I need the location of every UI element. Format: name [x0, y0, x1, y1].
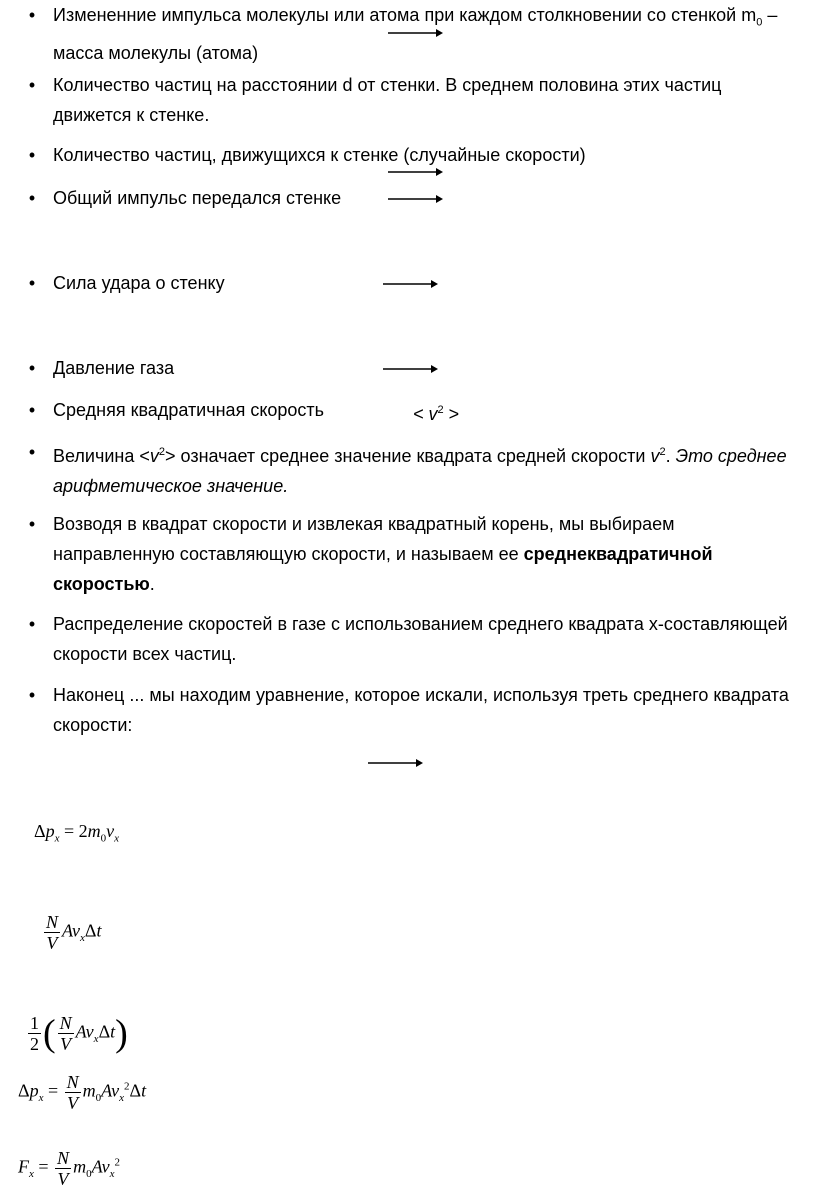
vector-arrow-icon: [368, 757, 424, 769]
item-text: масса молекулы (атома): [53, 42, 259, 63]
list-item: • Величина $<v^2>$ означает среднее значение квадрата средней скорости $v^2$. Это среднее арифметическое значение.: [53, 437, 815, 501]
item-text: Наконец ... мы находим уравнение, которое искали, используя треть среднего квадрата: [53, 685, 789, 705]
bullet-dot: •: [28, 442, 36, 462]
list-item: [28, 395, 815, 425]
formula-momentum-change: $\Delta p_x = 2m_0v_x$: [34, 821, 120, 845]
fraction: $\frac{N}{V}$: [66, 1072, 79, 1113]
fraction: $\frac{N}{V}$: [59, 1013, 72, 1054]
item-text: Количество частиц, движущихся к стенке (случайные скорости): [53, 145, 586, 165]
item-text: –: [762, 5, 778, 25]
list-item: [28, 680, 815, 740]
bullet-dot: •: [28, 614, 36, 634]
fraction: $\frac{N}{V}$: [46, 912, 59, 953]
item-text: Возводя в квадрат скорости и извлекая квадратный корень, мы выбираем: [53, 514, 675, 534]
bold-term: скоростью: [53, 574, 150, 594]
fraction: $\frac{N}{V}$: [57, 1148, 70, 1189]
item-text: Количество частиц на расстоянии d от стенки. В среднем половина этих частиц: [53, 75, 722, 95]
list-item: • Возводя в квадрат скорости и извлекая квадратный корень, мы выбираем направленную составляющую скорости, и называем ее среднеквадратичной скоростью.: [53, 509, 815, 599]
bullet-dot: •: [28, 358, 36, 378]
item-text: Общий импульс передался стенке: [53, 188, 342, 208]
list-item: [28, 609, 815, 669]
bullet-dot: •: [28, 75, 36, 95]
item-text: Измененние импульса молекулы или атома при каждом столкновении со стенкой m: [53, 5, 757, 25]
fraction: $\frac{1}{2}$: [30, 1013, 39, 1054]
italic-text: Это среднее: [675, 446, 787, 466]
vector-arrow-icon: [383, 363, 439, 375]
bold-term: среднеквадратичной: [523, 544, 713, 564]
item-text: Распределение скоростей в газе с использованием среднего квадрата x-составляющей: [53, 614, 788, 634]
item-text: Сила удара о стенку: [53, 273, 225, 293]
bullet-dot: •: [28, 188, 36, 208]
subscript: 0: [756, 16, 763, 29]
vector-arrow-icon: [383, 278, 439, 290]
bullet-dot: •: [28, 685, 36, 705]
bullet-dot: •: [28, 514, 36, 534]
vector-arrow-icon: [388, 166, 444, 178]
bullet-dot: •: [28, 5, 36, 25]
item-text: Средняя квадратичная скорость: [53, 400, 325, 420]
italic-text: арифметическое значение.: [53, 476, 289, 496]
item-text: скорости:: [53, 715, 133, 735]
formula-half-particle-count: $\frac{1}{2}$ ( $\frac{N}{V}$ $Av_x\Delta t$): [30, 1012, 128, 1055]
bullet-dot: •: [28, 400, 36, 420]
item-text: движется к стенке.: [53, 105, 210, 125]
bullet-dot: •: [28, 273, 36, 293]
item-text: Давление газа: [53, 358, 175, 378]
vector-arrow-icon: [388, 27, 444, 39]
formula-total-momentum: $\Delta p_x$ = $\frac{N}{V}$ $m_0Av_x^2\Delta t$: [18, 1072, 147, 1113]
item-text: скорости всех частиц.: [53, 644, 237, 664]
list-item: [28, 70, 815, 130]
vector-arrow-icon: [388, 193, 444, 205]
bullet-dot: •: [28, 145, 36, 165]
formula-force: $F_x$ = $\frac{N}{V}$ $m_0Av_x^2$: [18, 1148, 120, 1189]
formula-particle-count: $\frac{N}{V}$ $Av_x\Delta t$: [46, 912, 102, 953]
mean-square-symbol: < $v^2$ >: [413, 404, 460, 424]
